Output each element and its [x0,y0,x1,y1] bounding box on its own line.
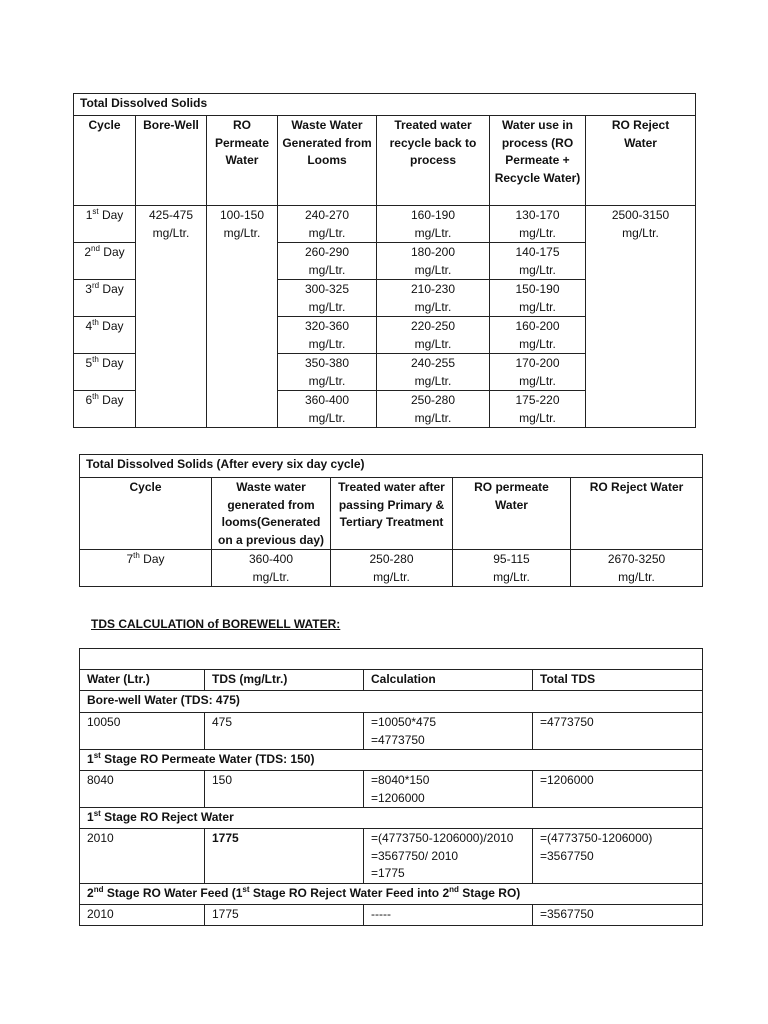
header-ro-permeate: RO permeate Water [453,478,571,550]
use-value: 175-220 mg/Ltr. [490,391,586,428]
header-waste-water: Waste water generated from looms(Generated on a previous day) [212,478,331,550]
waste-value: 360-400 mg/Ltr. [278,391,377,428]
table-row-day: 2nd Day [74,243,136,280]
total-value: =(4773750-1206000) =3567750 [533,829,703,884]
use-value: 160-200 mg/Ltr. [490,317,586,354]
ro-reject-value: 2500-3150 mg/Ltr. [586,206,696,428]
section-borewell: Bore-well Water (TDS: 475) [80,691,703,713]
header-cycle: Cycle [80,478,212,550]
borewell-value: 425-475 mg/Ltr. [136,206,207,428]
section-stage2-feed: 2nd Stage RO Water Feed (1st Stage RO Reject Water Feed into 2nd Stage RO) [80,883,703,904]
total-value: =3567750 [533,904,703,925]
calculation-value: ----- [364,904,533,925]
total-value: =4773750 [533,713,703,750]
table-row-day: 3rd Day [74,280,136,317]
use-value: 140-175 mg/Ltr. [490,243,586,280]
tds-value: 1775 [205,829,364,884]
treated-value: 250-280 mg/Ltr. [377,391,490,428]
header-cycle: Cycle [74,116,136,206]
tds-value: 150 [205,771,364,808]
header-ro-permeate: RO Permeate Water [207,116,278,206]
treated-value: 160-190 mg/Ltr. [377,206,490,243]
table-title: Total Dissolved Solids (After every six day cycle) [80,455,703,478]
header-water-use: Water use in process (RO Permeate + Recycle Water) [490,116,586,206]
blank-row [80,649,703,670]
waste-value: 260-290 mg/Ltr. [278,243,377,280]
tds-table-six-day [73,93,696,428]
treated-value: 220-250 mg/Ltr. [377,317,490,354]
permeate-value: 95-115 mg/Ltr. [453,550,571,587]
treated-value: 210-230 mg/Ltr. [377,280,490,317]
waste-value: 360-400 mg/Ltr. [212,550,331,587]
waste-value: 240-270 mg/Ltr. [278,206,377,243]
header-treated-water: Treated water recycle back to process [377,116,490,206]
header-total-tds: Total TDS [533,670,703,691]
table-row-day: 6th Day [74,391,136,428]
section-stage1-reject: 1st Stage RO Reject Water [80,808,703,829]
header-ro-reject: RO Reject Water [571,478,703,550]
waste-value: 300-325 mg/Ltr. [278,280,377,317]
water-value: 2010 [80,829,205,884]
water-value: 10050 [80,713,205,750]
calculation-value: =8040*150 =1206000 [364,771,533,808]
ro-permeate-value: 100-150 mg/Ltr. [207,206,278,428]
section-stage1-permeate: 1st Stage RO Permeate Water (TDS: 150) [80,750,703,771]
total-value: =1206000 [533,771,703,808]
table-row-day: 4th Day [74,317,136,354]
treated-value: 250-280 mg/Ltr. [331,550,453,587]
use-value: 130-170 mg/Ltr. [490,206,586,243]
tds-table-seventh-day [79,454,703,587]
waste-value: 350-380 mg/Ltr. [278,354,377,391]
use-value: 150-190 mg/Ltr. [490,280,586,317]
water-value: 2010 [80,904,205,925]
header-waste-water: Waste Water Generated from Looms [278,116,377,206]
reject-value: 2670-3250 mg/Ltr. [571,550,703,587]
table-row-day: 1st Day [74,206,136,243]
treated-value: 240-255 mg/Ltr. [377,354,490,391]
water-value: 8040 [80,771,205,808]
treated-value: 180-200 mg/Ltr. [377,243,490,280]
tds-value: 1775 [205,904,364,925]
table-title: Total Dissolved Solids [74,94,696,116]
use-value: 170-200 mg/Ltr. [490,354,586,391]
header-calculation: Calculation [364,670,533,691]
header-borewell: Bore-Well [136,116,207,206]
tds-calculation-heading: TDS CALCULATION of BOREWELL WATER: [91,617,341,631]
tds-calculation-table [79,648,703,926]
table-row-day: 7th Day [80,550,212,587]
header-tds: TDS (mg/Ltr.) [205,670,364,691]
header-treated-water: Treated water after passing Primary & Tertiary Treatment [331,478,453,550]
header-water: Water (Ltr.) [80,670,205,691]
calculation-value: =(4773750-1206000)/2010 =3567750/ 2010 =1775 [364,829,533,884]
calculation-value: =10050*475 =4773750 [364,713,533,750]
waste-value: 320-360 mg/Ltr. [278,317,377,354]
tds-value: 475 [205,713,364,750]
header-ro-reject: RO Reject Water [586,116,696,206]
table-row-day: 5th Day [74,354,136,391]
